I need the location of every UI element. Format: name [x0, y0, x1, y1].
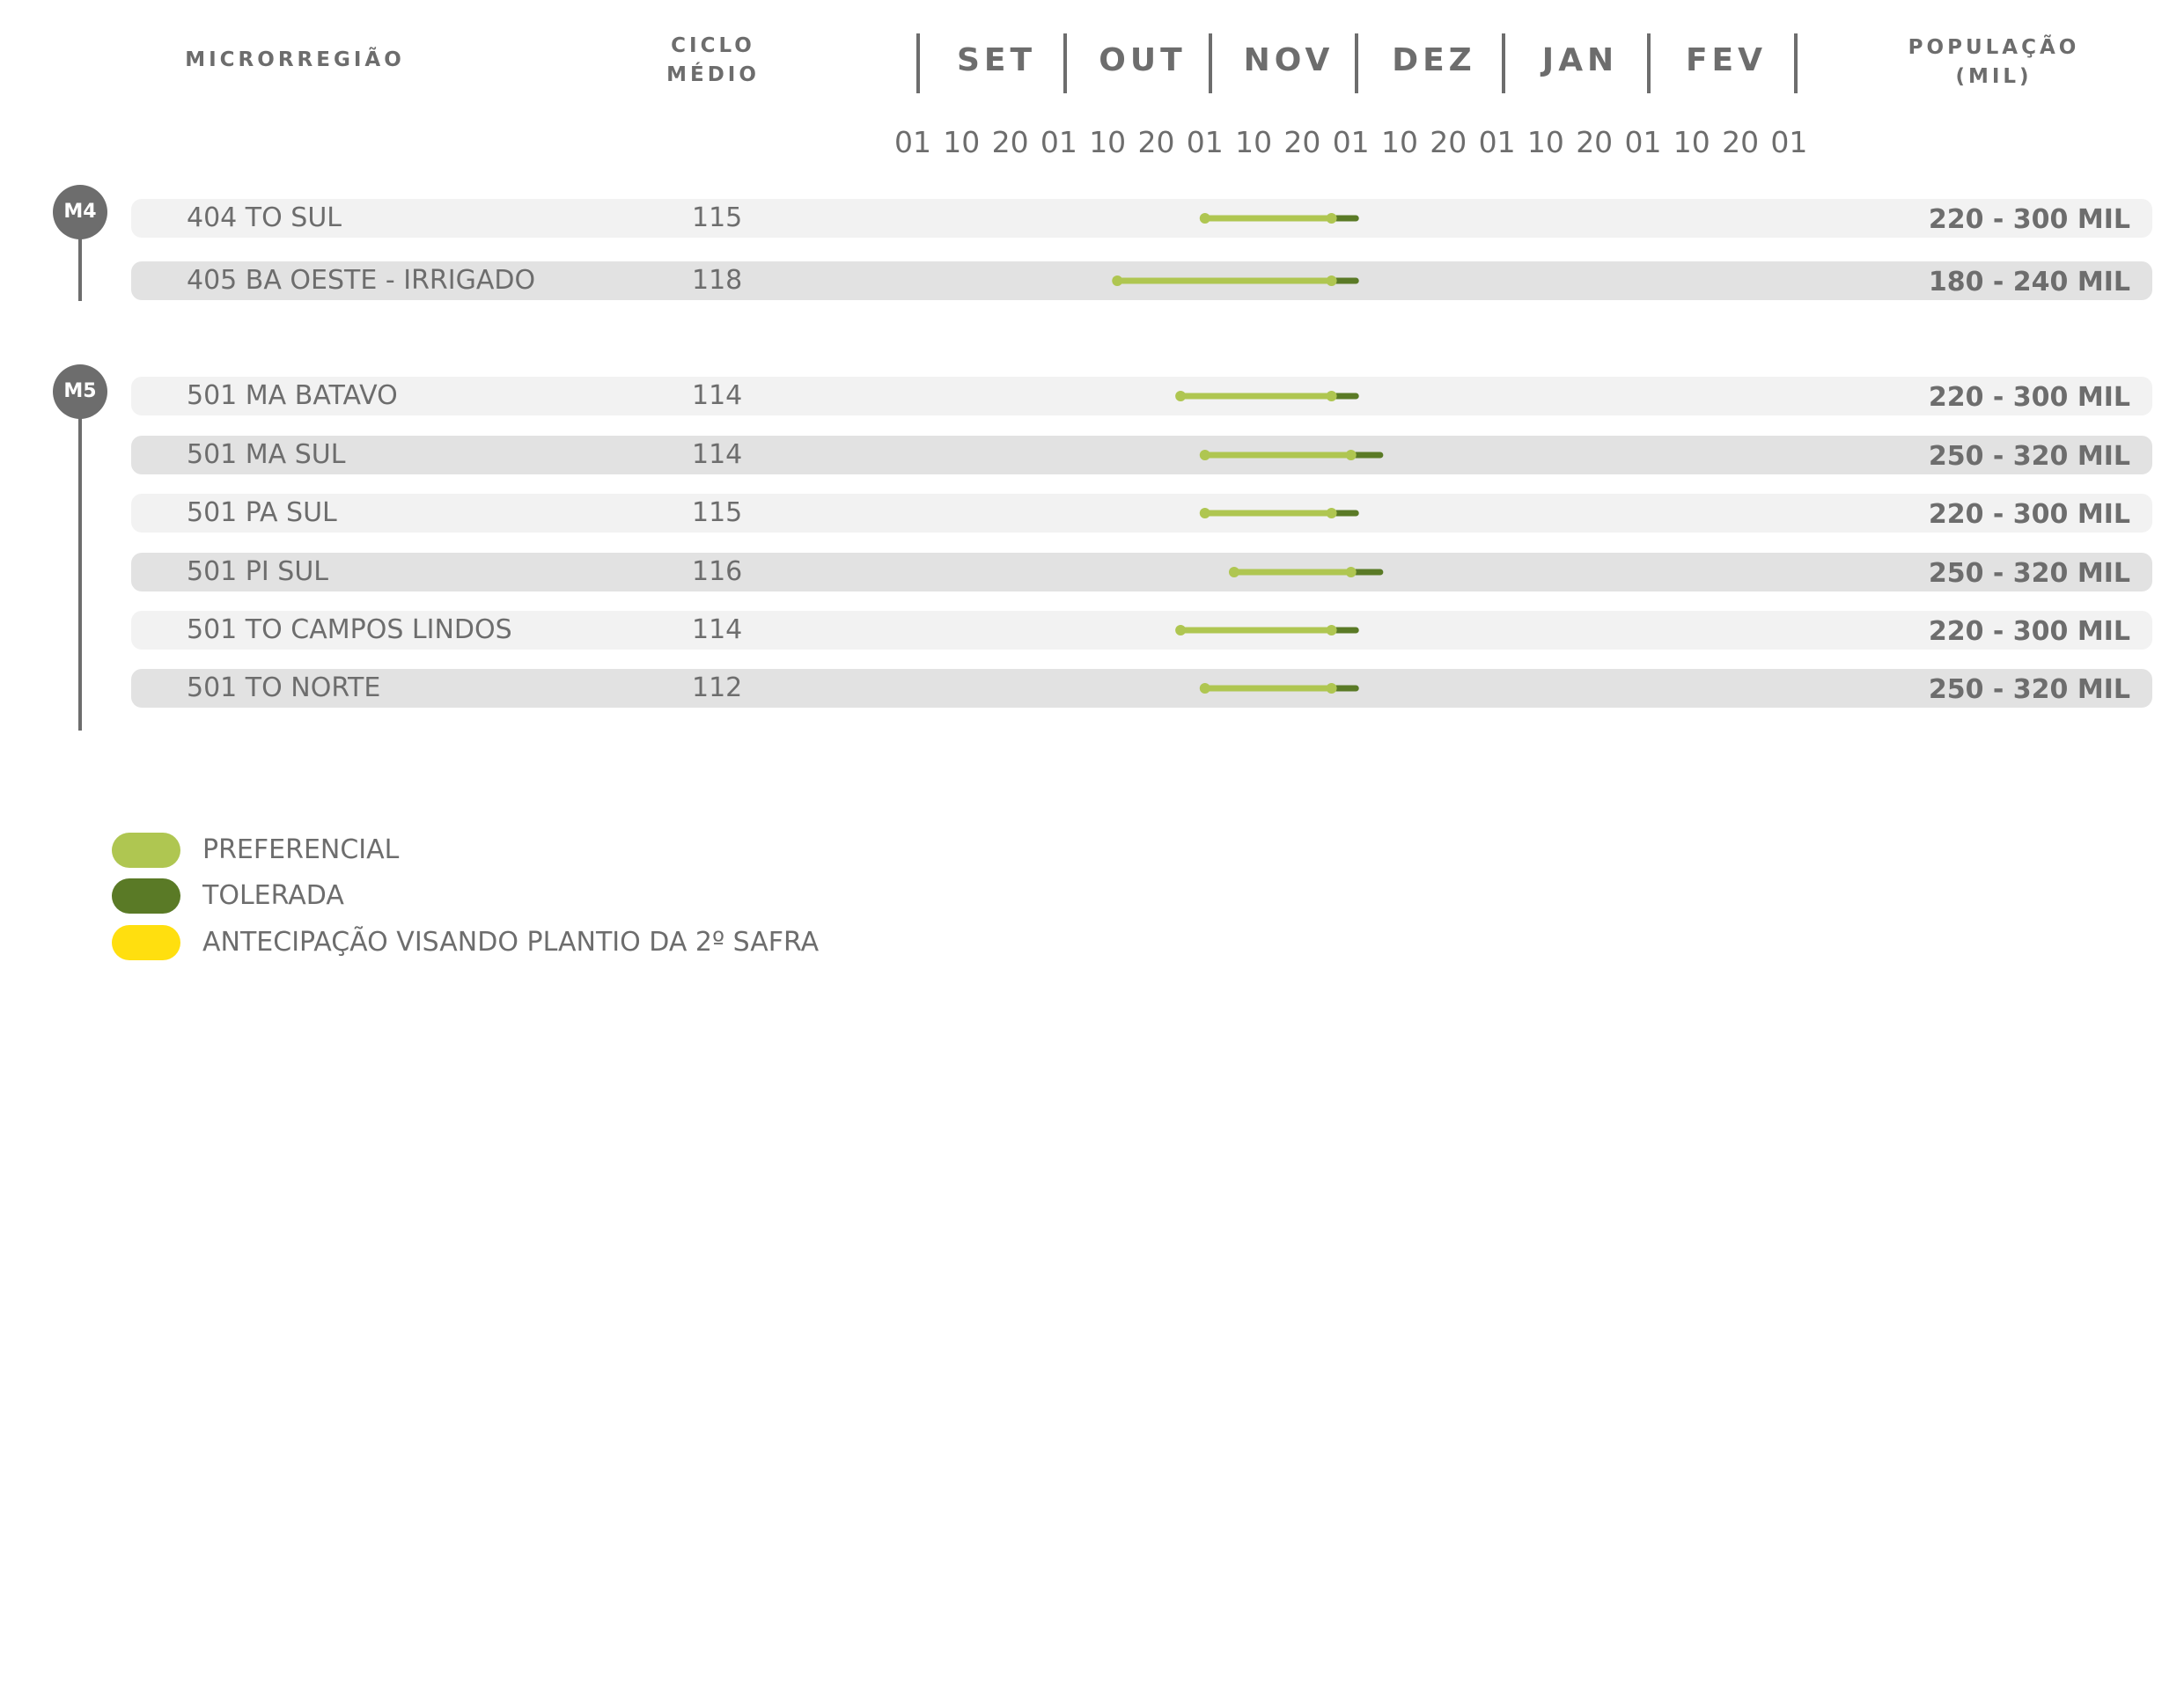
row-cycle: 115 [692, 497, 743, 528]
row-region: 501 MA BATAVO [187, 380, 398, 411]
preferencial-endpoint [1175, 391, 1186, 401]
preferencial-endpoint [1200, 213, 1210, 224]
row-region: 405 BA OESTE - IRRIGADO [187, 265, 536, 296]
preferencial-endpoint [1200, 683, 1210, 694]
preferencial-endpoint [1112, 275, 1122, 286]
day-tick-label: 01 [1332, 125, 1370, 159]
day-tick-label: 01 [1478, 125, 1516, 159]
day-tick-label: 10 [1526, 125, 1564, 159]
row-cycle: 114 [692, 380, 743, 411]
preferencial-endpoint [1327, 625, 1337, 635]
row-region: 501 PI SUL [187, 556, 328, 587]
row-population: 250 - 320 MIL [1928, 558, 2130, 589]
row-population: 220 - 300 MIL [1928, 499, 2130, 530]
month-label: JAN [1541, 42, 1619, 78]
preferencial-endpoint [1229, 567, 1239, 577]
row-cycle: 118 [692, 265, 743, 296]
group-badge-m4: M4 [53, 185, 107, 239]
day-tick-label: 10 [1381, 125, 1418, 159]
legend-swatch [112, 925, 180, 960]
legend-label: PREFERENCIAL [202, 834, 400, 865]
day-tick-label: 01 [1624, 125, 1662, 159]
row-population: 250 - 320 MIL [1928, 441, 2130, 472]
day-tick-label: 01 [894, 125, 931, 159]
row-region: 501 PA SUL [187, 497, 337, 528]
row-region: 501 MA SUL [187, 439, 346, 470]
row-region: 501 TO NORTE [187, 672, 381, 703]
row-cycle: 112 [692, 672, 743, 703]
preferencial-endpoint [1327, 275, 1337, 286]
month-label: OUT [1099, 42, 1187, 78]
month-label: FEV [1685, 42, 1768, 78]
day-tick-label: 01 [1040, 125, 1077, 159]
day-tick-label: 10 [1235, 125, 1273, 159]
legend-label: ANTECIPAÇÃO VISANDO PLANTIO DA 2º SAFRA [202, 927, 820, 958]
row-region: 404 TO SUL [187, 202, 342, 233]
row-population: 220 - 300 MIL [1928, 382, 2130, 413]
row-population: 220 - 300 MIL [1928, 204, 2130, 235]
day-tick-label: 20 [1137, 125, 1175, 159]
day-tick-label: 20 [991, 125, 1029, 159]
preferencial-endpoint [1175, 625, 1186, 635]
preferencial-endpoint [1327, 391, 1337, 401]
preferencial-endpoint [1327, 683, 1337, 694]
col-header-population-line2: (MIL) [1955, 65, 2033, 88]
preferencial-endpoint [1327, 213, 1337, 224]
col-header-cycle-line2: MÉDIO [666, 63, 760, 86]
row-population: 180 - 240 MIL [1928, 267, 2130, 297]
group-badge-m5: M5 [53, 364, 107, 419]
preferencial-endpoint [1327, 508, 1337, 518]
row-cycle: 114 [692, 614, 743, 645]
row-region: 501 TO CAMPOS LINDOS [187, 614, 512, 645]
month-label: NOV [1243, 42, 1335, 78]
preferencial-endpoint [1346, 450, 1357, 460]
row-population: 250 - 320 MIL [1928, 674, 2130, 705]
row-population: 220 - 300 MIL [1928, 616, 2130, 647]
preferencial-endpoint [1200, 450, 1210, 460]
month-label: SET [956, 42, 1037, 78]
day-tick-label: 20 [1722, 125, 1760, 159]
row-cycle: 116 [692, 556, 743, 587]
day-tick-label: 20 [1430, 125, 1467, 159]
row-cycle: 114 [692, 439, 743, 470]
col-header-region: MICRORREGIÃO [185, 48, 405, 71]
preferencial-endpoint [1346, 567, 1357, 577]
day-tick-label: 20 [1576, 125, 1614, 159]
day-tick-label: 10 [1673, 125, 1710, 159]
col-header-population-line1: POPULAÇÃO [1908, 36, 2080, 59]
day-tick-label: 10 [943, 125, 981, 159]
day-tick-label: 10 [1089, 125, 1127, 159]
row-cycle: 115 [692, 202, 743, 233]
legend-label: TOLERADA [202, 880, 344, 911]
col-header-cycle-line1: CICLO [671, 34, 755, 57]
day-tick-label: 20 [1283, 125, 1321, 159]
preferencial-endpoint [1200, 508, 1210, 518]
legend-swatch [112, 833, 180, 868]
month-label: DEZ [1392, 42, 1476, 78]
legend-swatch [112, 878, 180, 914]
day-tick-label: 01 [1770, 125, 1808, 159]
day-tick-label: 01 [1186, 125, 1224, 159]
